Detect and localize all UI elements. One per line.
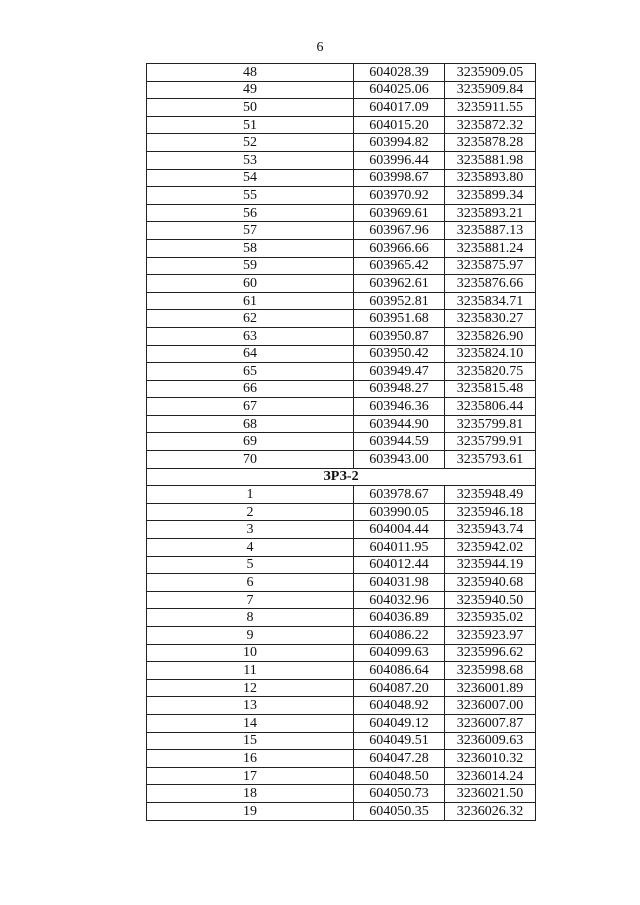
table-row [147,380,536,398]
table-row [147,714,536,732]
point-number-cell: 69 [147,433,354,451]
x-coordinate-cell: 604048.92 [354,697,445,715]
y-coordinate-cell: 3235875.97 [445,257,536,275]
table-row [147,732,536,750]
y-coordinate-cell: 3235830.27 [445,310,536,328]
coordinates-table-part-2 [147,486,536,820]
x-coordinate-cell: 603950.42 [354,345,445,363]
table-row [147,363,536,381]
point-number-cell: 51 [147,116,354,134]
point-number-cell: 70 [147,451,354,469]
point-number-cell: 53 [147,151,354,169]
y-coordinate-cell: 3235998.68 [445,662,536,680]
x-coordinate-cell: 603996.44 [354,151,445,169]
x-coordinate-cell: 604049.51 [354,732,445,750]
x-coordinate-cell: 604012.44 [354,556,445,574]
table-row [147,591,536,609]
table-row [147,345,536,363]
table-row [147,679,536,697]
x-coordinate-cell: 603948.27 [354,380,445,398]
y-coordinate-cell: 3235820.75 [445,363,536,381]
y-coordinate-cell: 3235834.71 [445,292,536,310]
table-row [147,169,536,187]
x-coordinate-cell: 604086.64 [354,662,445,680]
x-coordinate-cell: 604050.35 [354,802,445,820]
y-coordinate-cell: 3235909.05 [445,64,536,82]
table-row [147,151,536,169]
coordinates-table [146,63,536,821]
point-number-cell: 19 [147,802,354,820]
x-coordinate-cell: 604031.98 [354,574,445,592]
y-coordinate-cell: 3235881.98 [445,151,536,169]
y-coordinate-cell: 3235806.44 [445,398,536,416]
x-coordinate-cell: 603944.59 [354,433,445,451]
point-number-cell: 15 [147,732,354,750]
table-row [147,767,536,785]
point-number-cell: 3 [147,521,354,539]
y-coordinate-cell: 3235942.02 [445,539,536,557]
table-row [147,503,536,521]
y-coordinate-cell: 3235793.61 [445,451,536,469]
table-row [147,64,536,82]
table-row [147,187,536,205]
x-coordinate-cell: 604036.89 [354,609,445,627]
point-number-cell: 2 [147,503,354,521]
y-coordinate-cell: 3235923.97 [445,627,536,645]
point-number-cell: 57 [147,222,354,240]
point-number-cell: 1 [147,486,354,504]
x-coordinate-cell: 604048.50 [354,767,445,785]
y-coordinate-cell: 3235887.13 [445,222,536,240]
table-row [147,292,536,310]
y-coordinate-cell: 3235935.02 [445,609,536,627]
x-coordinate-cell: 604087.20 [354,679,445,697]
point-number-cell: 55 [147,187,354,205]
x-coordinate-cell: 604015.20 [354,116,445,134]
table-row [147,415,536,433]
table-row [147,257,536,275]
table-row [147,521,536,539]
point-number-cell: 67 [147,398,354,416]
table-row [147,275,536,293]
point-number-cell: 61 [147,292,354,310]
x-coordinate-cell: 603998.67 [354,169,445,187]
y-coordinate-cell: 3236021.50 [445,785,536,803]
table-row [147,451,536,469]
x-coordinate-cell: 603951.68 [354,310,445,328]
x-coordinate-cell: 603950.87 [354,327,445,345]
point-number-cell: 52 [147,134,354,152]
y-coordinate-cell: 3235824.10 [445,345,536,363]
point-number-cell: 13 [147,697,354,715]
point-number-cell: 59 [147,257,354,275]
x-coordinate-cell: 604011.95 [354,539,445,557]
x-coordinate-cell: 603990.05 [354,503,445,521]
y-coordinate-cell: 3235944.19 [445,556,536,574]
table-row [147,644,536,662]
point-number-cell: 63 [147,327,354,345]
y-coordinate-cell: 3236001.89 [445,679,536,697]
table-row [147,116,536,134]
section-header-row-group [147,468,536,486]
table-row [147,134,536,152]
y-coordinate-cell: 3235940.68 [445,574,536,592]
y-coordinate-cell: 3236007.87 [445,714,536,732]
x-coordinate-cell: 603952.81 [354,292,445,310]
point-number-cell: 60 [147,275,354,293]
point-number-cell: 5 [147,556,354,574]
table-row [147,662,536,680]
x-coordinate-cell: 604099.63 [354,644,445,662]
point-number-cell: 8 [147,609,354,627]
y-coordinate-cell: 3235911.55 [445,99,536,117]
y-coordinate-cell: 3236014.24 [445,767,536,785]
table-row [147,398,536,416]
x-coordinate-cell: 604050.73 [354,785,445,803]
table-row [147,222,536,240]
x-coordinate-cell: 604032.96 [354,591,445,609]
point-number-cell: 58 [147,239,354,257]
x-coordinate-cell: 603966.66 [354,239,445,257]
point-number-cell: 66 [147,380,354,398]
point-number-cell: 50 [147,99,354,117]
section-header-row [147,468,536,486]
point-number-cell: 68 [147,415,354,433]
y-coordinate-cell: 3236009.63 [445,732,536,750]
y-coordinate-cell: 3235893.80 [445,169,536,187]
x-coordinate-cell: 603949.47 [354,363,445,381]
point-number-cell: 6 [147,574,354,592]
point-number-cell: 10 [147,644,354,662]
y-coordinate-cell: 3235899.34 [445,187,536,205]
y-coordinate-cell: 3235799.81 [445,415,536,433]
x-coordinate-cell: 604004.44 [354,521,445,539]
point-number-cell: 12 [147,679,354,697]
point-number-cell: 9 [147,627,354,645]
table-row [147,609,536,627]
page-number: 6 [316,40,324,55]
x-coordinate-cell: 603970.92 [354,187,445,205]
x-coordinate-cell: 603994.82 [354,134,445,152]
table-row [147,697,536,715]
point-number-cell: 56 [147,204,354,222]
table-row [147,785,536,803]
point-number-cell: 65 [147,363,354,381]
y-coordinate-cell: 3235799.91 [445,433,536,451]
x-coordinate-cell: 603943.00 [354,451,445,469]
table-row [147,486,536,504]
table-row [147,81,536,99]
x-coordinate-cell: 603946.36 [354,398,445,416]
table-row [147,539,536,557]
point-number-cell: 54 [147,169,354,187]
y-coordinate-cell: 3235815.48 [445,380,536,398]
table-row [147,627,536,645]
table-row [147,239,536,257]
table-row [147,556,536,574]
table-row [147,433,536,451]
y-coordinate-cell: 3235996.62 [445,644,536,662]
y-coordinate-cell: 3235909.84 [445,81,536,99]
x-coordinate-cell: 604049.12 [354,714,445,732]
section-title: ЗРЗ-2 [147,468,536,486]
table-row [147,310,536,328]
y-coordinate-cell: 3235948.49 [445,486,536,504]
point-number-cell: 17 [147,767,354,785]
y-coordinate-cell: 3235872.32 [445,116,536,134]
x-coordinate-cell: 603965.42 [354,257,445,275]
table-row [147,574,536,592]
x-coordinate-cell: 604047.28 [354,750,445,768]
point-number-cell: 49 [147,81,354,99]
table-row [147,750,536,768]
y-coordinate-cell: 3235881.24 [445,239,536,257]
x-coordinate-cell: 604086.22 [354,627,445,645]
y-coordinate-cell: 3235940.50 [445,591,536,609]
x-coordinate-cell: 604025.06 [354,81,445,99]
y-coordinate-cell: 3235946.18 [445,503,536,521]
y-coordinate-cell: 3235943.74 [445,521,536,539]
table-row [147,99,536,117]
table-row [147,802,536,820]
point-number-cell: 64 [147,345,354,363]
point-number-cell: 7 [147,591,354,609]
y-coordinate-cell: 3235826.90 [445,327,536,345]
x-coordinate-cell: 603978.67 [354,486,445,504]
y-coordinate-cell: 3235893.21 [445,204,536,222]
coordinates-table-part-1 [147,64,536,469]
x-coordinate-cell: 603944.90 [354,415,445,433]
x-coordinate-cell: 603962.61 [354,275,445,293]
point-number-cell: 11 [147,662,354,680]
point-number-cell: 62 [147,310,354,328]
point-number-cell: 4 [147,539,354,557]
point-number-cell: 14 [147,714,354,732]
x-coordinate-cell: 603967.96 [354,222,445,240]
y-coordinate-cell: 3235876.66 [445,275,536,293]
x-coordinate-cell: 603969.61 [354,204,445,222]
point-number-cell: 18 [147,785,354,803]
x-coordinate-cell: 604028.39 [354,64,445,82]
y-coordinate-cell: 3236010.32 [445,750,536,768]
table-row [147,204,536,222]
point-number-cell: 16 [147,750,354,768]
y-coordinate-cell: 3236026.32 [445,802,536,820]
x-coordinate-cell: 604017.09 [354,99,445,117]
point-number-cell: 48 [147,64,354,82]
y-coordinate-cell: 3236007.00 [445,697,536,715]
table-row [147,327,536,345]
y-coordinate-cell: 3235878.28 [445,134,536,152]
